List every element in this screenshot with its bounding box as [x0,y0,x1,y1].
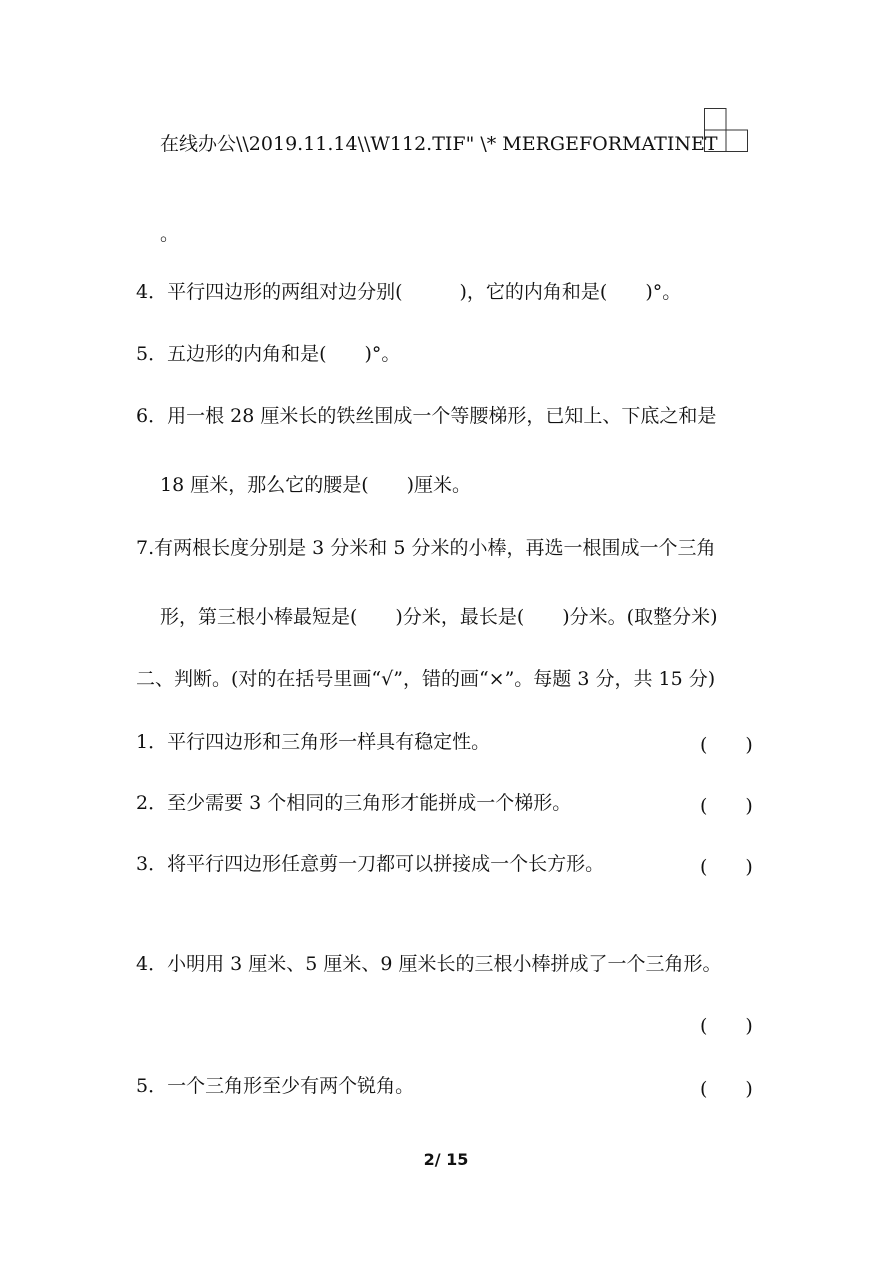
item-text: 至少需要 3 个相同的三角形才能拼成一个梯形。 [167,792,572,814]
question-text: 五边形的内角和是( )°。 [167,343,401,365]
question-7-continued: 形，第三根小棒最短是( )分米，最长是( )分米。(取整分米) [160,606,718,628]
question-text: 平行四边形的两组对边分别( )，它的内角和是( )°。 [167,281,682,303]
item-number: 4． [136,953,168,975]
question-6 [136,404,716,428]
item-number: 5． [136,1075,168,1097]
answer-parentheses: ( ) [700,1078,753,1100]
answer-parentheses: ( ) [700,1015,753,1037]
question-7 [136,536,715,560]
page-number: 2/ 15 [423,1150,469,1169]
question-number: 7. [136,537,155,559]
question-number: 4． [136,281,168,303]
question-number: 6． [136,405,168,427]
square-grid-figure [704,108,748,152]
question-text: 有两根长度分别是 3 分米和 5 分米的小棒，再选一根围成一个三角 [154,537,716,559]
item-text: 平行四边形和三角形一样具有稳定性。 [167,731,491,753]
question-4 [136,280,681,304]
section-title: 二、判断。(对的在括号里画“√”，错的画“×”。每题 3 分，共 15 分) [136,668,716,690]
question-number: 5． [136,343,168,365]
item-number: 2． [136,792,168,814]
answer-parentheses: ( ) [700,795,753,817]
answer-parentheses: ( ) [700,734,753,756]
period-mark: 。 [160,223,180,245]
question-6-continued: 18 厘米，那么它的腰是( )厘米。 [160,474,472,496]
ocr-artifact-text: 在线办公\\2019.11.14\\W112.TIF" \* MERGEFORMATINET [160,133,718,155]
item-number: 3． [136,853,168,875]
question-text: 用一根 28 厘米长的铁丝围成一个等腰梯形，已知上、下底之和是 [167,405,717,427]
question-5 [136,342,400,366]
item-text: 一个三角形至少有两个锐角。 [167,1075,415,1097]
answer-parentheses: ( ) [700,856,753,878]
item-text: 小明用 3 厘米、5 厘米、9 厘米长的三根小棒拼成了一个三角形。 [167,953,722,975]
item-text: 将平行四边形任意剪一刀都可以拼接成一个长方形。 [167,853,605,875]
item-number: 1． [136,731,168,753]
